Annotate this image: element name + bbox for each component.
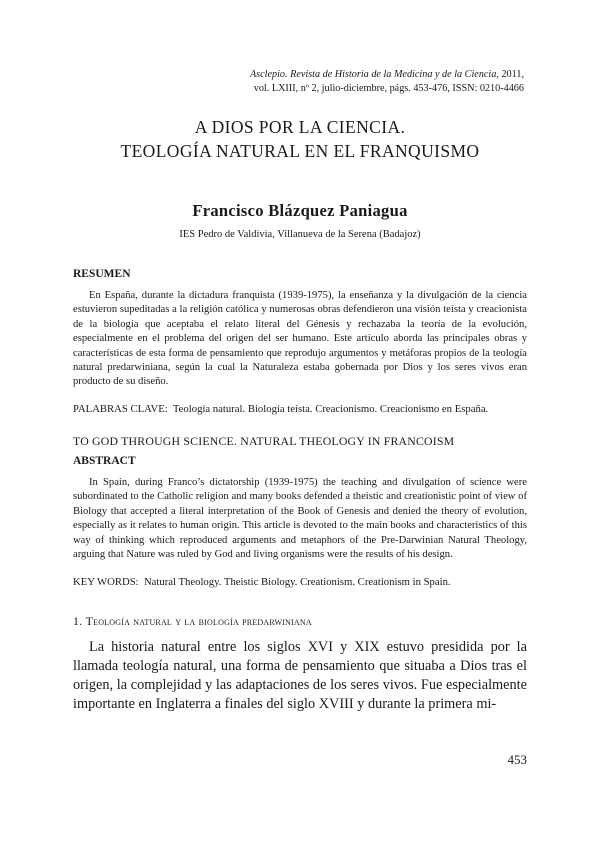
journal-line-2: vol. LXIII, nº 2, julio-diciembre, págs. 453-476, ISSN: 0210-4466 <box>253 83 524 94</box>
article-title-line-1: A DIOS POR LA CIENCIA. <box>194 117 406 137</box>
section-title: Teología natural y la biología predarwiniana <box>85 614 312 628</box>
resumen-text: En España, durante la dictadura franquista (1939-1975), la enseñanza y la divulgación de la ciencia estuvieron supeditadas a la religión católica y numerosas obras defendieron una visión teísta y creacionista de la biología que aceptaba el relato literal del Génesis y rechazaba la teoría de la evolución, especialmente en el problema del origen del ser humano. Este artículo aborda las principales obras y características de esta forma de pensamiento que reprodujo argumentos y metáforas propios de la teología natural predarwiniana, según la cual la Naturaleza estaba gobernada por Dios y los seres vivos eran producto de su diseño. <box>73 290 527 388</box>
journal-name: Asclepio. Revista de Historia de la Medicina y de la Ciencia <box>249 69 497 80</box>
english-title: TO GOD THROUGH SCIENCE. NATURAL THEOLOGY IN FRANCOISM <box>73 434 455 448</box>
page-number: 453 <box>507 752 527 767</box>
journal-year: , 2011, <box>496 69 524 80</box>
abstract-heading: ABSTRACT <box>73 455 136 467</box>
section-heading <box>73 614 312 629</box>
palabras-clave-label: PALABRAS CLAVE: <box>73 403 168 415</box>
palabras-clave-list: Teología natural. Biología teísta. Creacionismo. Creacionismo en España. <box>172 403 489 415</box>
journal-citation <box>104 68 524 96</box>
key-words-list: Natural Theology. Theistic Biology. Creationism. Creationism in Spain. <box>143 576 451 588</box>
author-name: Francisco Blázquez Paniagua <box>192 201 408 220</box>
palabras-clave <box>73 403 543 415</box>
section-number: 1. <box>73 614 86 628</box>
resumen-heading: RESUMEN <box>73 268 131 280</box>
journal-line-1 <box>104 68 524 82</box>
key-words-label: KEY WORDS: <box>73 576 139 588</box>
author-affiliation: IES Pedro de Valdivia, Villanueva de la Serena (Badajoz) <box>179 229 421 240</box>
key-words <box>73 576 543 588</box>
abstract-text: In Spain, during Franco’s dictatorship (1939-1975) the teaching and divulgation of science were subordinated to the Catholic religion and many books defended a theistic and creationistic point of view of Biology that accepted a literal interpretation of the Book of Genesis and denied the theory of evolution, especially as it relates to human origin. This article is devoted to the main books and characteristics of this way of thinking which reproduced arguments and metaphors of the Pre-Darwinian Natural Theology, arguing that Nature was ruled by God and living organisms were the results of his design. <box>73 477 527 561</box>
body-paragraph: La historia natural entre los siglos XVI y XIX estuvo presidida por la llamada teología natural, una forma de pensamiento que situaba a Dios tras el origen, la complejidad y las adaptaciones de los seres vivos. Fue especialmente importante en Inglaterra a finales del siglo XVIII y durante la primera mi- <box>73 639 527 712</box>
article-title-line-2: TEOLOGÍA NATURAL EN EL FRANQUISMO <box>120 141 480 161</box>
